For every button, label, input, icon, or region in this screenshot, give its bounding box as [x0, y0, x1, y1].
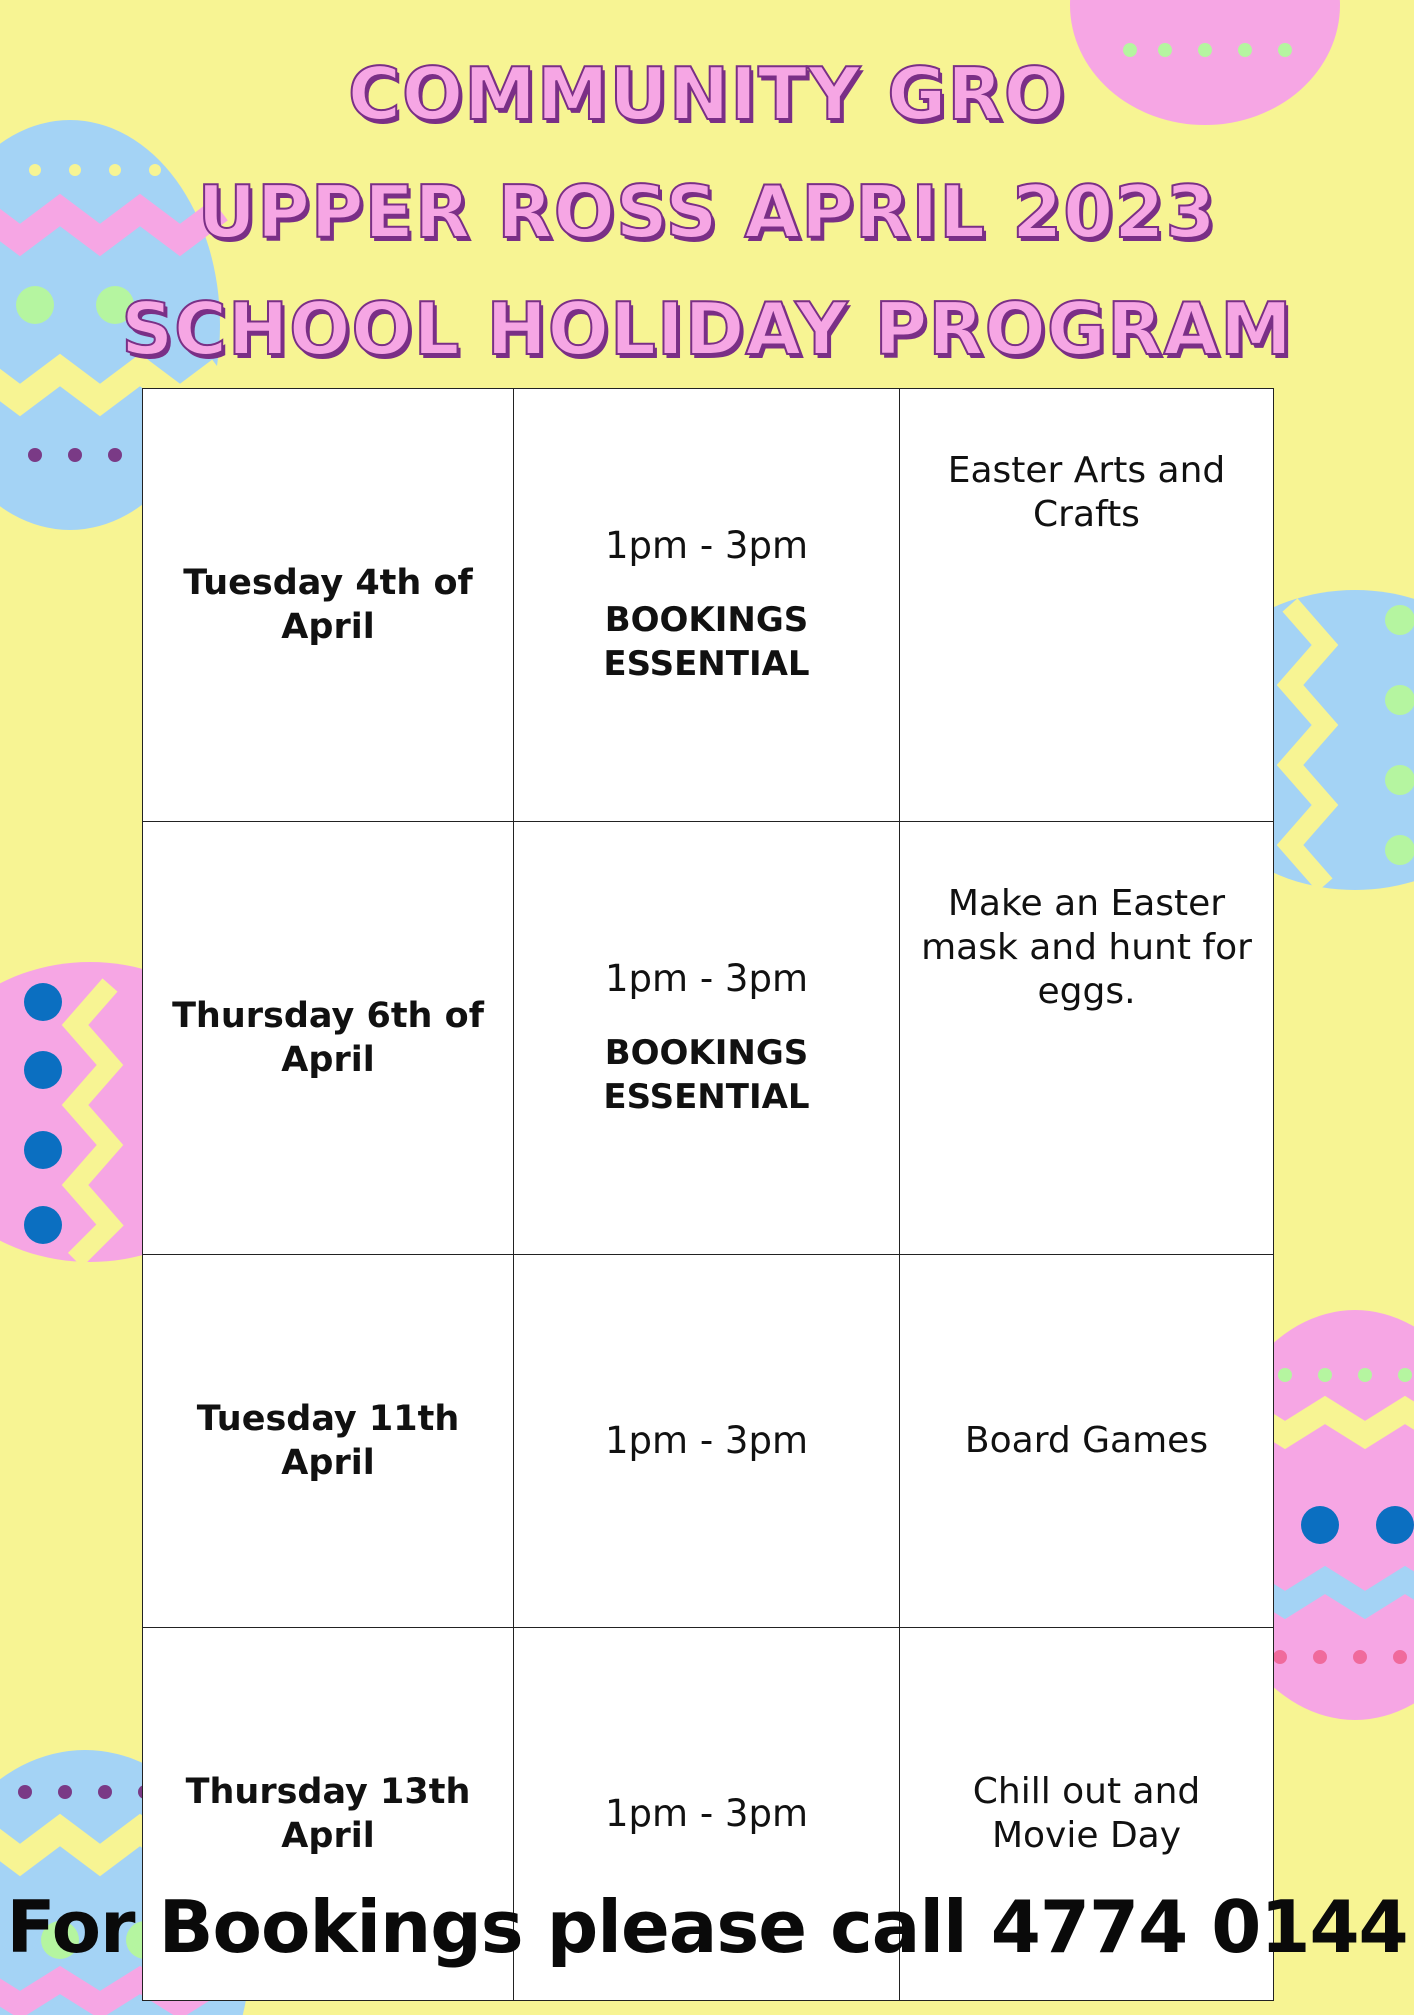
- session-activity: Board Games: [964, 1420, 1209, 1461]
- session-activity: Easter Arts and Crafts: [947, 450, 1226, 535]
- session-time: 1pm - 3pm: [604, 524, 808, 567]
- session-time: 1pm - 3pm: [604, 1792, 808, 1835]
- session-date: Thursday 13th April: [185, 1772, 471, 1856]
- session-date: Thursday 6th of April: [172, 996, 484, 1080]
- session-time: 1pm - 3pm: [604, 1419, 808, 1462]
- bookings-footer: For Bookings please call 4774 0144: [6, 1885, 1408, 1969]
- table-row: [143, 1255, 1274, 1628]
- date-cell: [143, 389, 514, 822]
- session-activity: Make an Easter mask and hunt for eggs.: [921, 883, 1252, 1012]
- time-cell: [514, 389, 900, 822]
- activity-cell: [900, 389, 1274, 822]
- table-row: [143, 822, 1274, 1255]
- bookings-note: BOOKINGS ESSENTIAL: [603, 600, 810, 684]
- title-line-2: UPPER ROSS APRIL 2023: [197, 170, 1217, 254]
- session-time: 1pm - 3pm: [604, 957, 808, 1000]
- time-cell: [514, 822, 900, 1255]
- activity-cell: [900, 1255, 1274, 1628]
- date-cell: [143, 1255, 514, 1628]
- session-date: Tuesday 4th of April: [183, 563, 473, 647]
- title-line-1: COMMUNITY GRO: [348, 52, 1066, 136]
- date-cell: [143, 822, 514, 1255]
- title-line-3: SCHOOL HOLIDAY PROGRAM: [121, 287, 1293, 371]
- table-row: [143, 389, 1274, 822]
- session-date: Tuesday 11th April: [196, 1399, 460, 1483]
- time-cell: [514, 1255, 900, 1628]
- bookings-note: BOOKINGS ESSENTIAL: [603, 1033, 810, 1117]
- schedule-table: [142, 388, 1274, 2001]
- session-activity: Chill out and Movie Day: [972, 1771, 1201, 1856]
- activity-cell: [900, 822, 1274, 1255]
